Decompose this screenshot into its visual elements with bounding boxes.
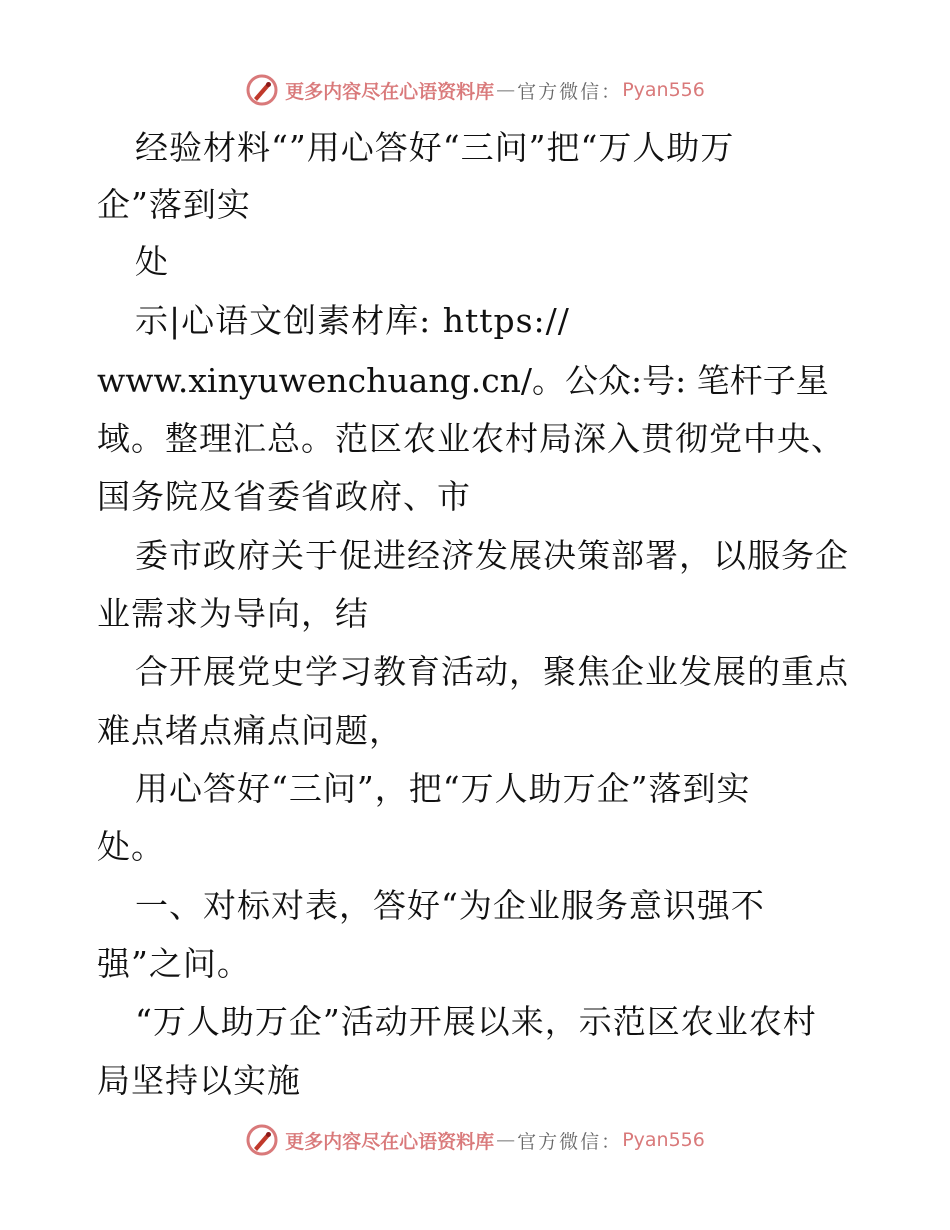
banner-label: 官方微信： <box>517 1130 623 1153</box>
text-line: 局坚持以实施 <box>97 1061 301 1100</box>
text-line: 企”落到实 <box>97 185 251 224</box>
pen-logo-icon <box>245 1123 279 1157</box>
text-line: www.xinyuwenchuang.cn/。公众:号: 笔杆子星 <box>97 361 829 400</box>
text-line: 域。整理汇总。范区农业农村局深入贯彻党中央、 <box>97 419 845 458</box>
banner-label: 官方微信： <box>517 80 623 103</box>
text-line: 难点堵点痛点问题， <box>97 711 403 750</box>
banner-text: 更多内容尽在心语资料库 <box>285 1130 495 1153</box>
text-line: 处 <box>135 242 169 281</box>
text-line: “万人助万企”活动开展以来，示范区农业农村 <box>135 1002 817 1041</box>
text-line: 合开展党史学习教育活动，聚焦企业发展的重点 <box>135 652 849 691</box>
banner-dash: — <box>496 1129 516 1151</box>
text-line: 处。 <box>97 827 165 866</box>
text-line: 经验材料“”用心答好“三问”把“万人助万 <box>135 128 735 167</box>
banner-dash: — <box>496 79 516 101</box>
text-line: 一、对标对表，答好“为企业服务意识强不 <box>135 886 765 925</box>
text-line: 用心答好“三问”，把“万人助万企”落到实 <box>135 769 751 808</box>
banner-text: 更多内容尽在心语资料库 <box>285 80 495 103</box>
text-line: 国务院及省委省政府、市 <box>97 477 471 516</box>
banner-handle: Pyan556 <box>622 79 705 101</box>
text-line: 示|心语文创素材库: https:// <box>135 301 570 340</box>
text-line: 业需求为导向，结 <box>97 594 369 633</box>
text-line: 强”之问。 <box>97 944 251 983</box>
text-line: 委市政府关于促进经济发展决策部署，以服务企 <box>135 536 849 575</box>
header-watermark <box>0 72 950 108</box>
banner-handle: Pyan556 <box>622 1129 705 1151</box>
footer-watermark <box>0 1122 950 1158</box>
pen-logo-icon <box>245 73 279 107</box>
